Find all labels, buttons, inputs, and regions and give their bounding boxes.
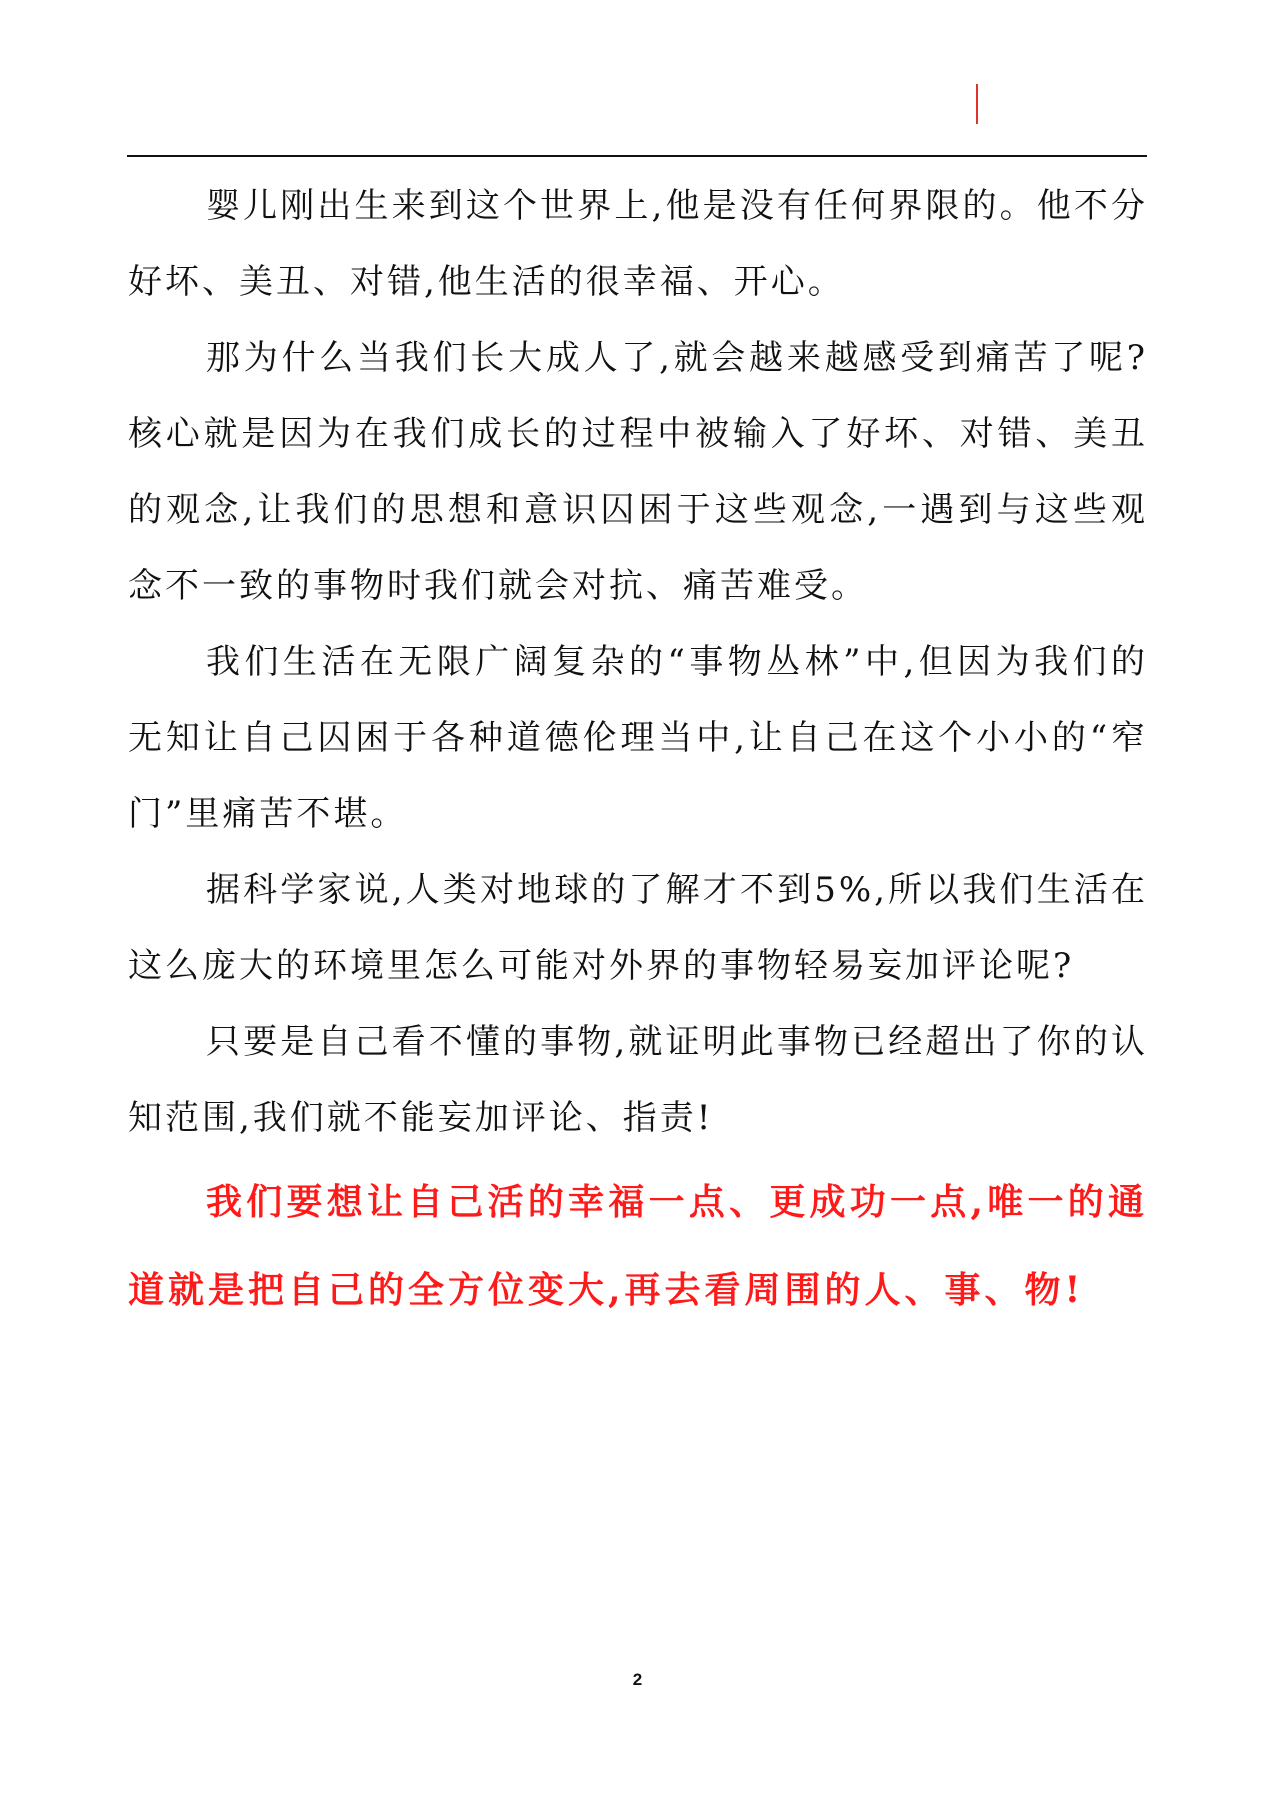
paragraph-4: 据科学家说,人类对地球的了解才不到5%,所以我们生活在这么庞大的环境里怎么可能对外界的事物轻易妄加评论呢? xyxy=(128,870,1148,986)
header-rule xyxy=(127,155,1147,157)
highlight-paragraph: 我们要想让自己活的幸福一点、更成功一点,唯一的通道就是把自己的全方位变大,再去看周围的人、事、物! xyxy=(128,1181,1148,1311)
header-red-mark xyxy=(976,84,978,124)
paragraph-1: 婴儿刚出生来到这个世界上,他是没有任何界限的。他不分好坏、美丑、对错,他生活的很幸福、开心。 xyxy=(128,186,1148,302)
page-number: 2 xyxy=(632,1670,643,1689)
body-text xyxy=(128,168,1148,1334)
paragraph-3: 我们生活在无限广阔复杂的“事物丛林”中,但因为我们的无知让自己囚困于各种道德伦理当中,让自己在这个小小的“窄门”里痛苦不堪。 xyxy=(128,642,1148,834)
paragraph-5: 只要是自己看不懂的事物,就证明此事物已经超出了你的认知范围,我们就不能妄加评论、指责! xyxy=(128,1022,1148,1138)
paragraph-2: 那为什么当我们长大成人了,就会越来越感受到痛苦了呢?核心就是因为在我们成长的过程中被输入了好坏、对错、美丑的观念,让我们的思想和意识囚困于这些观念,一遇到与这些观念不一致的事物时我们就会对抗、痛苦难受。 xyxy=(128,338,1148,606)
